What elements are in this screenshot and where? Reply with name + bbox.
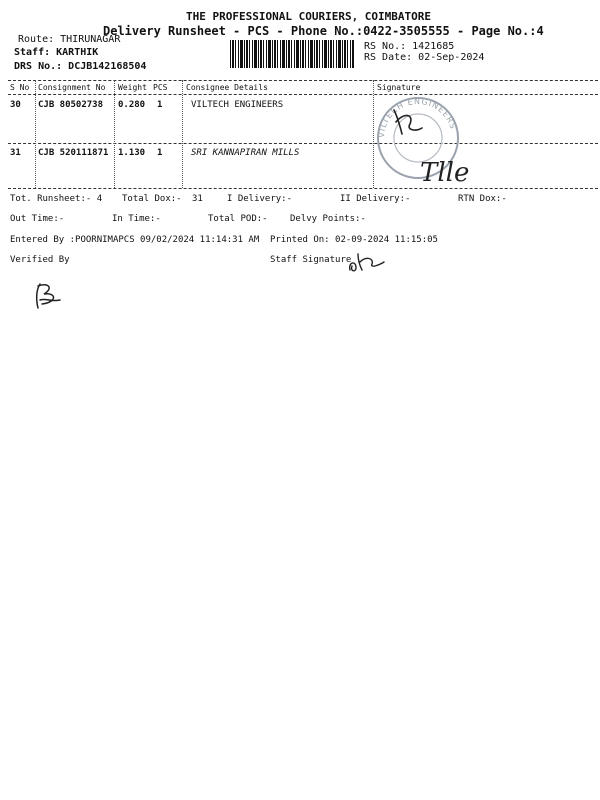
table-header-rule [8, 94, 598, 95]
col-header-weight: Weight [118, 83, 147, 92]
signature-row-30 [388, 104, 428, 140]
barcode [230, 40, 354, 68]
in-time: In Time:- [112, 214, 161, 224]
col-divider [114, 80, 115, 188]
delvy-points: Delvy Points:- [290, 214, 366, 224]
row-31-consignment: CJB 520111871 [38, 148, 109, 158]
verified-by: Verified By [10, 255, 70, 265]
drs-number: DRS No.: DCJB142168504 [14, 61, 147, 72]
total-pod: Total POD:- [208, 214, 268, 224]
out-time: Out Time:- [10, 214, 65, 224]
row-30-sno: 30 [10, 100, 21, 110]
printed-on: Printed On: 02-09-2024 11:15:05 [270, 235, 438, 245]
staff-signature-scribble [344, 250, 386, 276]
row-30-consignee: VILTECH ENGINEERS [191, 100, 284, 110]
col-header-consignment: Consignment No [38, 83, 106, 92]
rs-number: RS No.: 1421685 [364, 41, 455, 52]
signature-row-31: Tlle [420, 158, 470, 188]
col-divider [182, 80, 183, 188]
row-divider [8, 143, 598, 144]
rtn-dox: RTN Dox:- [458, 194, 507, 204]
rs-date: RS Date: 02-Sep-2024 [364, 52, 485, 63]
verifier-signature-scribble [30, 280, 64, 310]
total-dox-value: 31 [192, 194, 203, 204]
entered-by: Entered By :POORNIMAPCS 09/02/2024 11:14:31 AM [10, 235, 260, 245]
col-header-pcs: PCS [153, 83, 168, 92]
col-header-sno: S No [10, 83, 30, 92]
staff: Staff: KARTHIK [14, 47, 99, 58]
col-header-consignee: Consignee Details [186, 83, 268, 92]
row-31-weight: 1.130 [118, 148, 146, 158]
staff-signature-label: Staff Signature [270, 255, 352, 265]
i-delivery: I Delivery:- [227, 194, 293, 204]
col-divider [35, 80, 36, 188]
runsheet-title: Delivery Runsheet - PCS - Phone No.:0422-3505555 - Page No.:4 [103, 24, 544, 38]
total-dox-label: Total Dox:- [122, 194, 182, 204]
table-top-rule [8, 80, 598, 81]
company-name: THE PROFESSIONAL COURIERS, COIMBATORE [186, 10, 432, 23]
route: Route: THIRUNAGAR [18, 34, 121, 45]
col-header-signature: Signature [377, 83, 421, 92]
row-30-weight: 0.280 [118, 100, 146, 110]
stamp-text: VILTECH ENGINEERS [376, 96, 458, 139]
row-30-pcs: 1 [157, 100, 163, 110]
table-bottom-rule [8, 188, 598, 189]
row-31-consignee: SRI KANNAPIRAN MILLS [191, 148, 300, 158]
ii-delivery: II Delivery:- [340, 194, 411, 204]
row-31-sno: 31 [10, 148, 21, 158]
row-31-pcs: 1 [157, 148, 163, 158]
row-30-consignment: CJB 80502738 [38, 100, 104, 110]
tot-runsheet: Tot. Runsheet:- 4 [10, 194, 103, 204]
